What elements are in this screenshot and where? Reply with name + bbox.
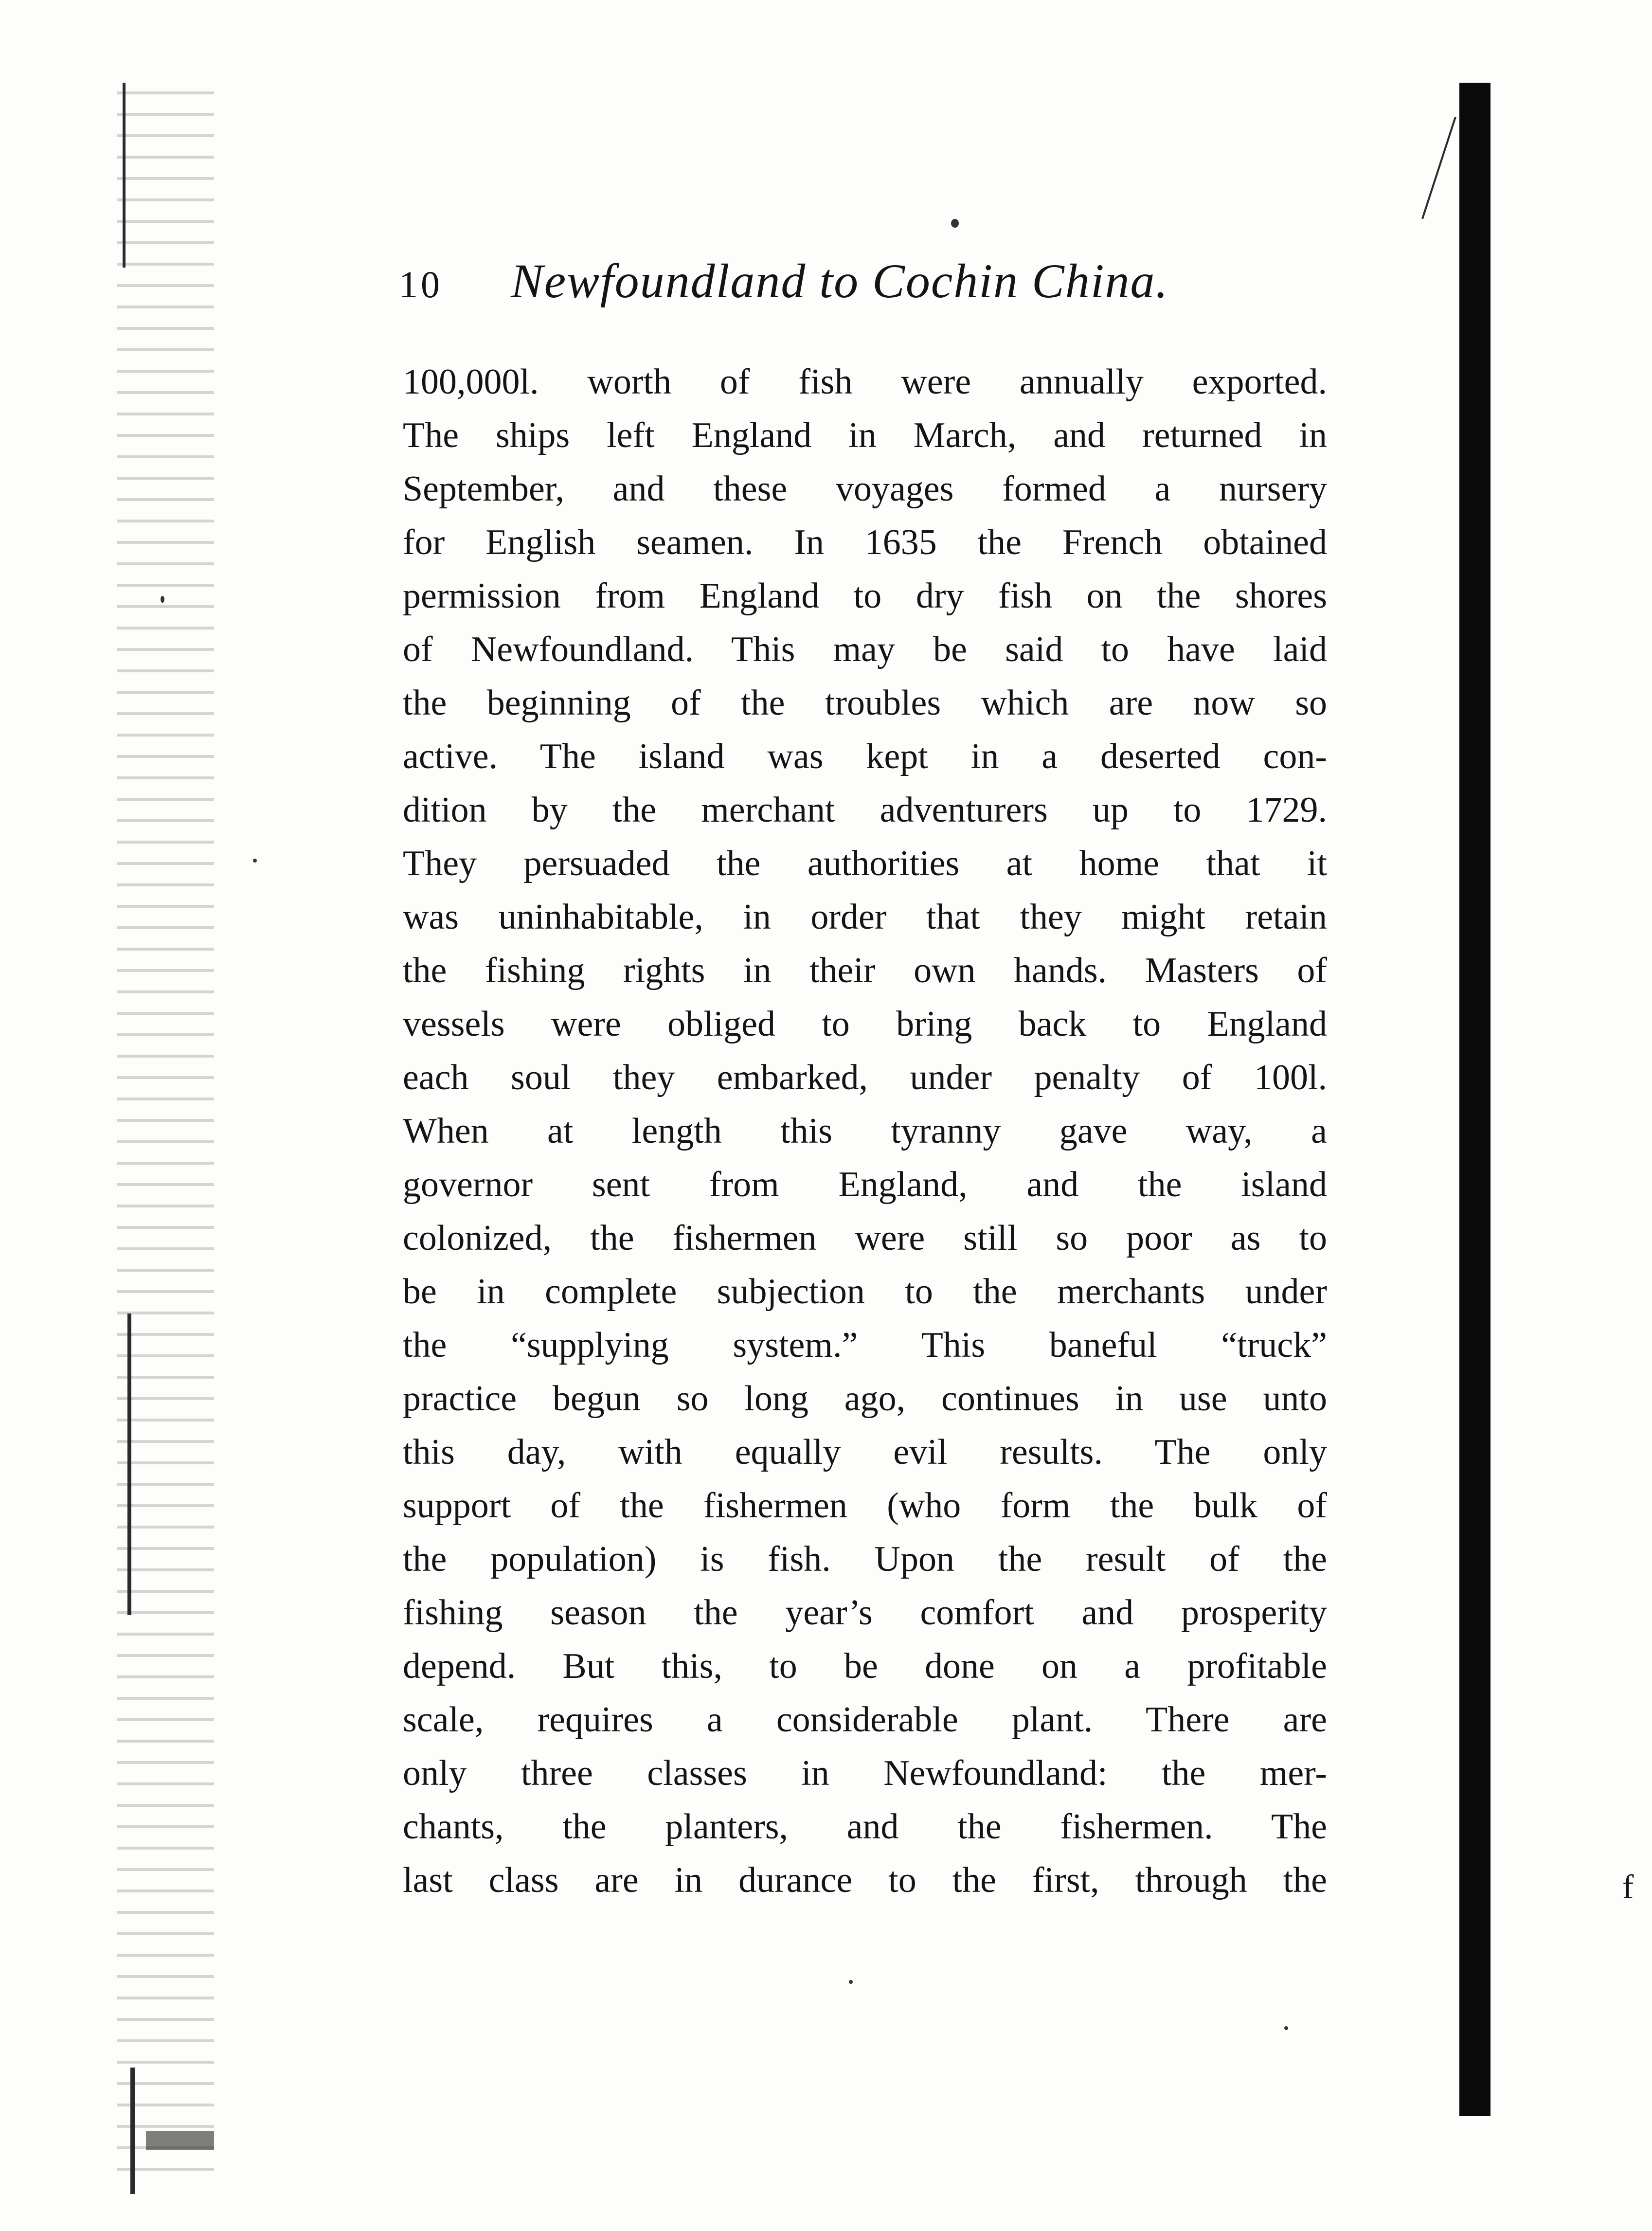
- text-line: be in complete subjection to the merchants under: [403, 1272, 1327, 1312]
- ink-speck: [849, 1980, 853, 1984]
- text-line: the “supplying system.” This baneful “truck”: [403, 1325, 1327, 1365]
- ink-speck: [253, 859, 257, 863]
- gutter-line: [127, 1313, 131, 1615]
- page-number: 10: [399, 263, 443, 306]
- ink-speck: [1284, 2026, 1288, 2030]
- running-header: [399, 253, 1323, 311]
- text-line: support of the fishermen (who form the bulk of: [403, 1486, 1327, 1526]
- text-line: of Newfoundland. This may be said to have laid: [403, 630, 1327, 669]
- binding-gutter-shadow: [117, 73, 214, 2189]
- adjacent-page-glyph: f: [1622, 1869, 1634, 1906]
- text-line: active. The island was kept in a deserted con-: [403, 737, 1327, 776]
- ink-speck: [161, 596, 164, 603]
- text-line: They persuaded the authorities at home that it: [403, 844, 1327, 883]
- text-line: governor sent from England, and the island: [403, 1165, 1327, 1205]
- text-line: chants, the planters, and the fishermen. The: [403, 1807, 1327, 1847]
- page-edge-stroke: [1421, 117, 1456, 219]
- text-line: The ships left England in March, and returned in: [403, 415, 1327, 455]
- text-line: vessels were obliged to bring back to England: [403, 1004, 1327, 1044]
- text-line: this day, with equally evil results. The only: [403, 1432, 1327, 1472]
- text-line: practice begun so long ago, continues in use unto: [403, 1379, 1327, 1419]
- text-line: depend. But this, to be done on a profitable: [403, 1646, 1327, 1686]
- text-line: September, and these voyages formed a nursery: [403, 469, 1327, 509]
- text-line: dition by the merchant adventurers up to 1729.: [403, 790, 1327, 830]
- text-line: scale, requires a considerable plant. There are: [403, 1700, 1327, 1740]
- text-line: last class are in durance to the first, through the: [403, 1860, 1327, 1900]
- text-line: the population) is fish. Upon the result of the: [403, 1539, 1327, 1579]
- gutter-line: [130, 2068, 135, 2194]
- text-line: 100,000l. worth of fish were annually exported.: [403, 362, 1327, 402]
- binding-shadow-band: [1459, 83, 1490, 2116]
- body-text: [403, 355, 1327, 1907]
- text-line: permission from England to dry fish on the shores: [403, 576, 1327, 616]
- text-line: each soul they embarked, under penalty of 100l.: [403, 1058, 1327, 1098]
- text-line: only three classes in Newfoundland: the mer-: [403, 1753, 1327, 1793]
- text-line: the fishing rights in their own hands. Masters of: [403, 951, 1327, 990]
- gutter-line: [123, 83, 126, 268]
- text-line: the beginning of the troubles which are now so: [403, 683, 1327, 723]
- gutter-line: [146, 2131, 214, 2150]
- text-line: When at length this tyranny gave way, a: [403, 1111, 1327, 1151]
- text-line: fishing season the year’s comfort and prosperity: [403, 1593, 1327, 1633]
- running-title: Newfoundland to Cochin China.: [511, 254, 1169, 308]
- text-line: colonized, the fishermen were still so poor as to: [403, 1218, 1327, 1258]
- text-line: for English seamen. In 1635 the French obtained: [403, 522, 1327, 562]
- text-line: was uninhabitable, in order that they might retain: [403, 897, 1327, 937]
- ink-speck: [951, 219, 959, 228]
